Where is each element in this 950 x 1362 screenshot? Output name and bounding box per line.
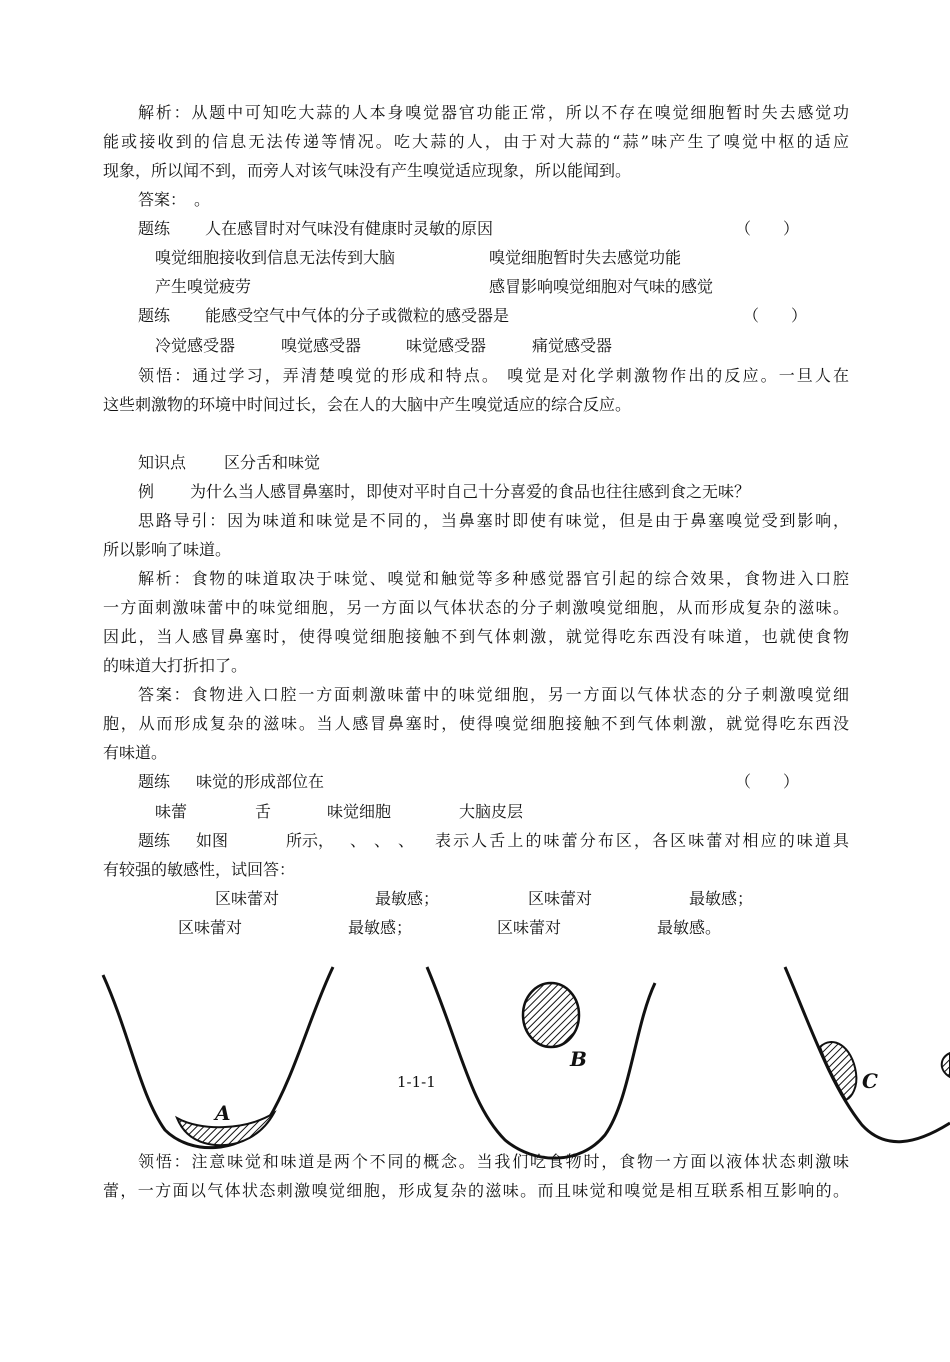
option: 感冒影响嗅觉细胞对气味的感觉 — [489, 277, 714, 296]
insight-line: 这些刺激物的环境中时间过长，会在人的大脑中产生嗅觉适应的综合反应。 — [103, 395, 632, 414]
analysis-line: 的味道大打折扣了。 — [103, 656, 248, 675]
question-stem: 、 、 、 — [350, 831, 415, 850]
question-stem: 能感受空气中气体的分子或微粒的感受器是 — [205, 306, 510, 325]
tongue-taste-zone-figure — [0, 955, 950, 1180]
analysis-line: 现象，所以闻不到，而旁人对该气味没有产生嗅觉适应现象，所以能闻到。 — [103, 161, 632, 180]
option: 嗅觉细胞接收到信息无法传到大脑 — [155, 248, 396, 267]
answer-bracket: （ ） — [743, 306, 808, 325]
option: 味觉细胞 — [327, 802, 392, 821]
answer-line: 答案： 。 — [138, 190, 211, 209]
example-label: 例 — [138, 482, 155, 501]
insight-line: 领悟：注意味觉和味道是两个不同的概念。当我们吃食物时，食物一方面以液体状态刺激味 — [138, 1152, 849, 1171]
example-question: 为什么当人感冒鼻塞时，即使对平时自己十分喜爱的食品也往往感到食之无味？ — [190, 482, 751, 501]
analysis-line: 一方面刺激味蕾中的味觉细胞，另一方面以气体状态的分子刺激嗅觉细胞，从而形成复杂的滋味。 — [103, 598, 849, 617]
zone-label-b: B — [570, 1047, 587, 1071]
fill-blank: 区味蕾对 — [178, 918, 243, 937]
option: 味蕾 — [155, 802, 188, 821]
insight-line: 领悟：通过学习，弄清楚嗅觉的形成和特点。 嗅觉是对化学刺激物作出的反应。一旦人在 — [138, 366, 849, 385]
fill-blank: 最敏感； — [348, 918, 413, 937]
question-stem: 表示人舌上的味蕾分布区，各区味蕾对相应的味道具 — [435, 831, 849, 850]
option: 痛觉感受器 — [532, 336, 613, 355]
question-stem: 有较强的敏感性，试回答： — [103, 860, 296, 879]
option: 产生嗅觉疲劳 — [155, 277, 252, 296]
zone-b-shaded-area — [523, 983, 579, 1047]
section-title: 区分舌和味觉 — [224, 453, 321, 472]
fill-blank: 最敏感； — [375, 889, 440, 908]
tongue-panel-a — [103, 967, 333, 1148]
exercise-label: 题练 — [138, 306, 171, 325]
fill-blank: 区味蕾对 — [215, 889, 280, 908]
figure-caption: 1-1-1 — [397, 1073, 436, 1091]
option: 嗅觉感受器 — [281, 336, 362, 355]
fill-blank: 区味蕾对 — [528, 889, 593, 908]
exercise-label: 题练 — [138, 772, 171, 791]
answer-bracket: （ ） — [735, 219, 800, 238]
answer-line: 胞，从而形成复杂的滋味。当人感冒鼻塞时，使得嗅觉细胞接触不到气体刺激，就觉得吃东西没 — [103, 714, 849, 733]
option: 舌 — [255, 802, 272, 821]
question-stem: 所示， — [286, 831, 335, 850]
tongue-panel-c — [785, 967, 950, 1142]
option: 大脑皮层 — [459, 802, 524, 821]
question-stem: 人在感冒时对气味没有健康时灵敏的原因 — [205, 219, 494, 238]
answer-bracket: （ ） — [735, 772, 800, 791]
option: 冷觉感受器 — [155, 336, 236, 355]
option: 嗅觉细胞暂时失去感觉功能 — [489, 248, 682, 267]
question-stem: 如图 — [196, 831, 229, 850]
analysis-line: 因此，当人感冒鼻塞时，使得嗅觉细胞接触不到气体刺激，就觉得吃东西没有味道，也就使食物 — [103, 627, 849, 646]
analysis-line: 解析：食物的味道取决于味觉、嗅觉和触觉等多种感觉器官引起的综合效果，食物进入口腔 — [138, 569, 849, 588]
fill-blank: 最敏感。 — [657, 918, 722, 937]
section-label: 知识点 — [138, 453, 187, 472]
zone-label-a: A — [215, 1101, 231, 1125]
zone-d-partial-shaded-area — [942, 1053, 950, 1077]
exercise-label: 题练 — [138, 831, 171, 850]
analysis-line: 能或接收到的信息无法传递等情况。吃大蒜的人，由于对大蒜的“蒜”味产生了嗅觉中枢的适应 — [103, 132, 849, 151]
analysis-line: 解析：从题中可知吃大蒜的人本身嗅觉器官功能正常，所以不存在嗅觉细胞暂时失去感觉功 — [138, 103, 849, 122]
answer-line: 有味道。 — [103, 743, 168, 762]
zone-label-c: C — [862, 1069, 878, 1093]
insight-line: 蕾，一方面以气体状态刺激嗅觉细胞，形成复杂的滋味。而且味觉和嗅觉是相互联系相互影响的。 — [103, 1181, 849, 1200]
exercise-label: 题练 — [138, 219, 171, 238]
option: 味觉感受器 — [406, 336, 487, 355]
guide-line: 思路导引：因为味道和味觉是不同的，当鼻塞时即使有味觉，但是由于鼻塞嗅觉受到影响， — [138, 511, 849, 530]
question-stem: 味觉的形成部位在 — [196, 772, 325, 791]
tongue-panel-b — [427, 967, 655, 1158]
fill-blank: 最敏感； — [689, 889, 754, 908]
answer-line: 答案：食物进入口腔一方面刺激味蕾中的味觉细胞，另一方面以气体状态的分子刺激嗅觉细 — [138, 685, 849, 704]
fill-blank: 区味蕾对 — [497, 918, 562, 937]
guide-line: 所以影响了味道。 — [103, 540, 232, 559]
